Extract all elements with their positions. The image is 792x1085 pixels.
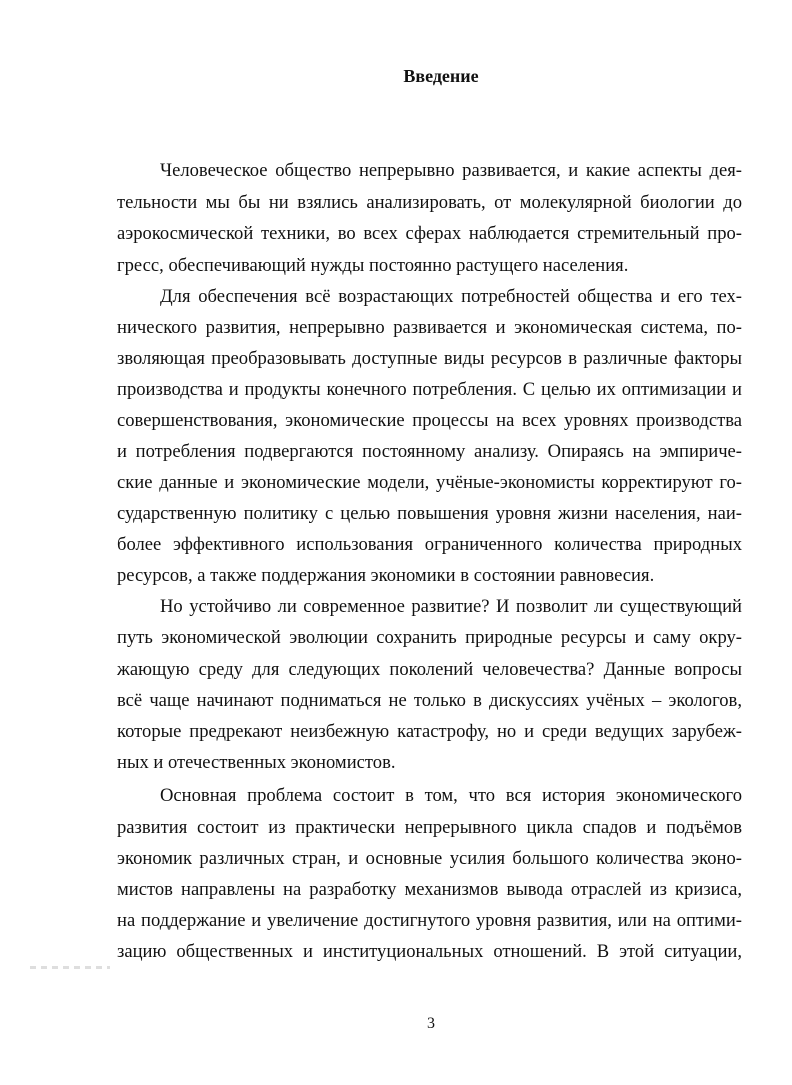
paragraph-3-line-3: жающую среду для следующих поколений человечества? Данные вопросы <box>117 659 742 680</box>
paragraph-3-line-6: ных и отечественных экономистов. <box>117 752 396 773</box>
page-number: 3 <box>427 1015 435 1032</box>
paragraph-2-line-7: ские данные и экономические модели, учёные-экономисты корректируют го- <box>117 472 742 493</box>
paragraph-3-line-4: всё чаще начинают подниматься не только в дискуссиях учёных – экологов, <box>117 690 742 711</box>
paragraph-3-line-5: которые предрекают неизбежную катастрофу, но и среди ведущих зарубеж- <box>117 721 742 742</box>
paragraph-3-line-1: Но устойчиво ли современное развитие? И позволит ли существующий <box>160 596 742 617</box>
paragraph-2-line-1: Для обеспечения всё возрастающих потребностей общества и его тех- <box>160 286 742 307</box>
paragraph-1-line-2: тельности мы бы ни взялись анализировать, от молекулярной биологии до <box>117 192 742 213</box>
paragraph-2-line-10: ресурсов, а также поддержания экономики в состоянии равновесия. <box>117 565 655 586</box>
paragraph-2-line-5: совершенствования, экономические процессы на всех уровнях производства <box>117 410 742 431</box>
paragraph-3-line-2: путь экономической эволюции сохранить природные ресурсы и саму окру- <box>117 627 742 648</box>
paragraph-2-line-2: нического развития, непрерывно развивается и экономическая система, по- <box>117 317 742 338</box>
paragraph-2-line-3: зволяющая преобразовывать доступные виды ресурсов в различные факторы <box>117 348 742 369</box>
paragraph-2-line-6: и потребления подвергаются постоянному анализу. Опираясь на эмпириче- <box>117 441 742 462</box>
paragraph-1-line-1: Человеческое общество непрерывно развивается, и какие аспекты дея- <box>160 160 742 181</box>
paragraph-2-line-8: сударственную политику с целью повышения уровня жизни населения, наи- <box>117 503 742 524</box>
paragraph-4-line-5: на поддержание и увеличение достигнутого уровня развития, или на оптими- <box>117 910 742 931</box>
section-heading: Введение <box>403 66 479 86</box>
paragraph-4-line-3: экономик различных стран, и основные усилия большого количества эконо- <box>117 848 742 869</box>
scan-artifact <box>30 966 110 969</box>
paragraph-4-line-6: зацию общественных и институциональных отношений. В этой ситуации, <box>117 941 742 962</box>
paragraph-4-line-2: развития состоит из практически непрерывного цикла спадов и подъёмов <box>117 817 742 838</box>
paragraph-4-line-1: Основная проблема состоит в том, что вся история экономического <box>160 785 742 806</box>
paragraph-4-line-4: мистов направлены на разработку механизмов вывода отраслей из кризиса, <box>117 879 742 900</box>
paragraph-1-line-3: аэрокосмической техники, во всех сферах наблюдается стремительный про- <box>117 223 742 244</box>
paragraph-1-line-4: гресс, обеспечивающий нужды постоянно растущего населения. <box>117 255 629 276</box>
paragraph-2-line-4: производства и продукты конечного потребления. С целью их оптимизации и <box>117 379 742 400</box>
paragraph-2-line-9: более эффективного использования ограниченного количества природных <box>117 534 742 555</box>
